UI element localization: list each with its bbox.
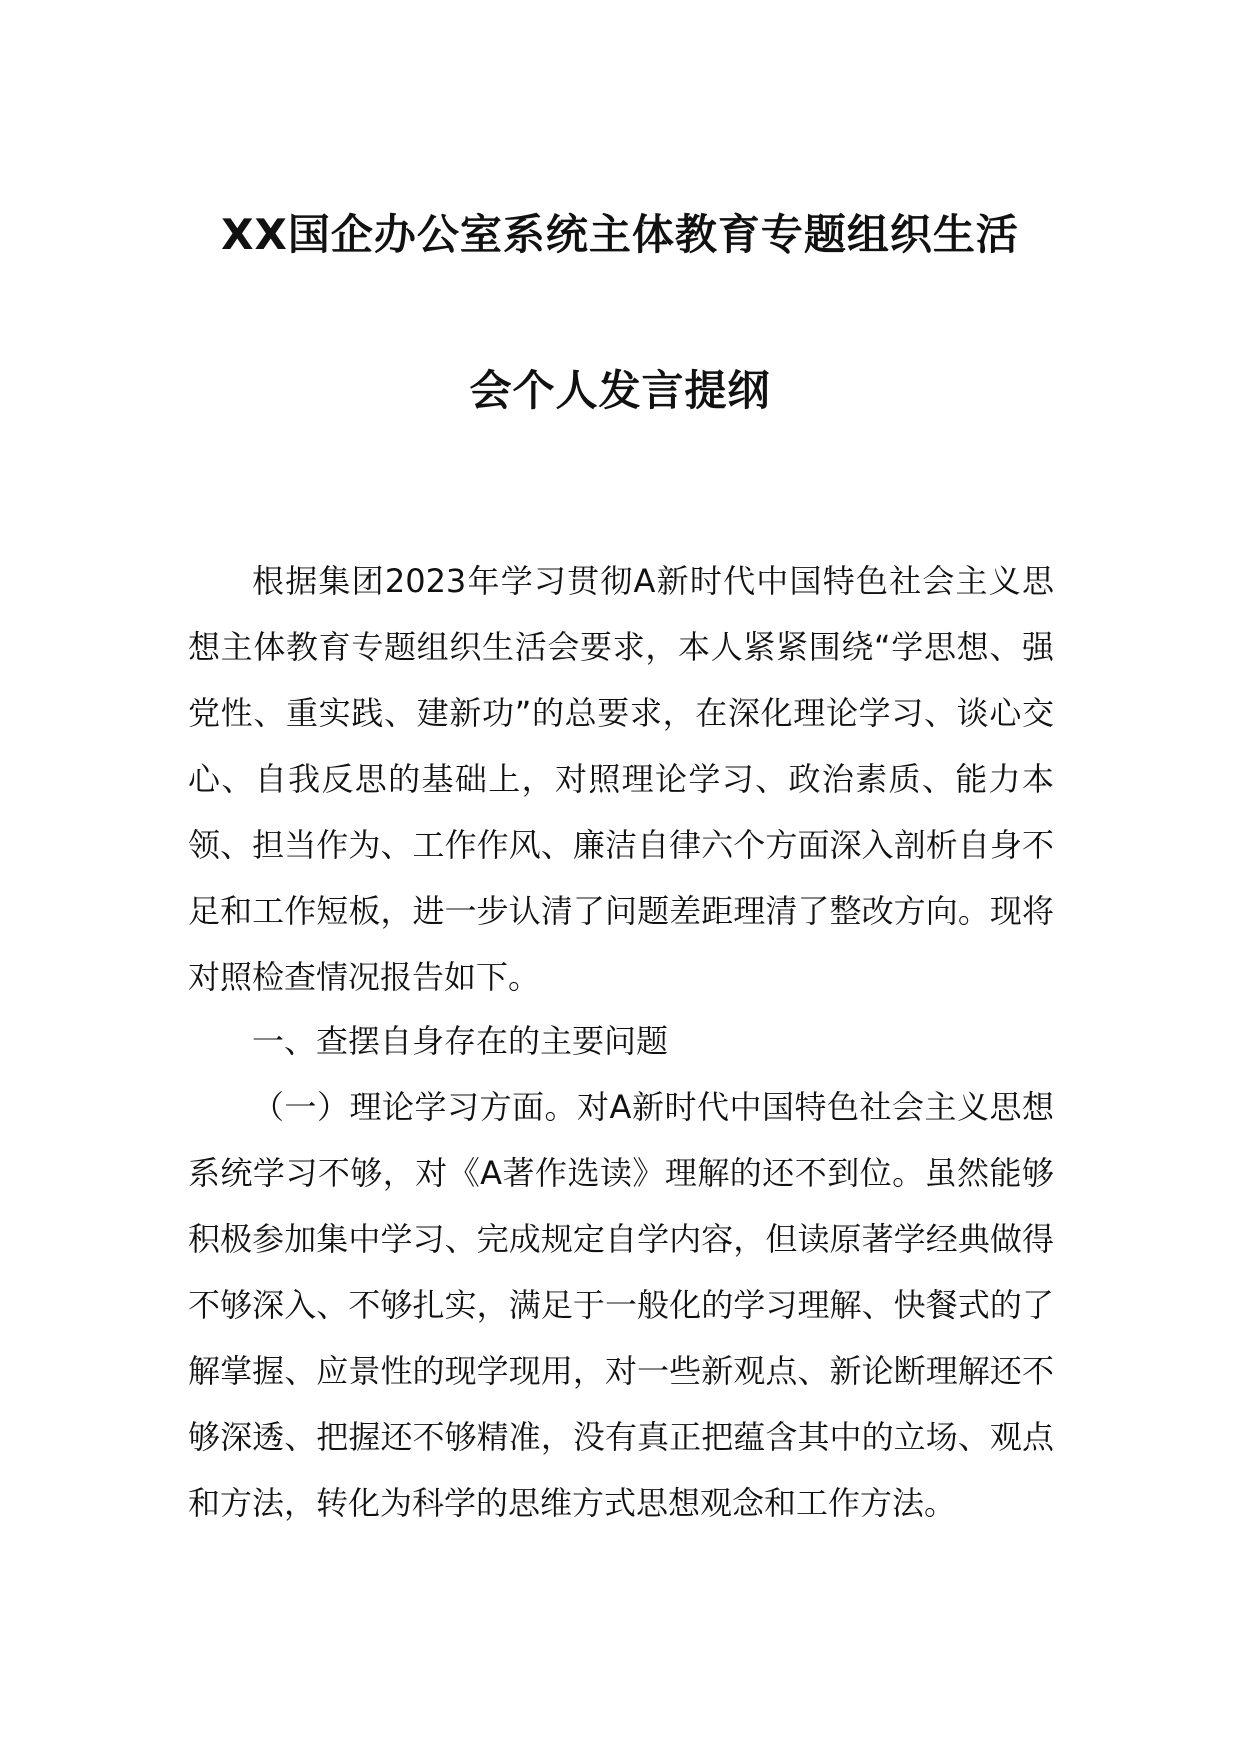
section-heading: 一、查摆自身存在的主要问题 [252,1022,669,1060]
document-title-line-2: 会个人发言提纲 [469,366,771,415]
section-paragraph: （一）理论学习方面。对A新时代中国特色社会主义思想系统学习不够，对《A著作选读》理解的还不到位。虽然能够积极参加集中学习、完成规定自学内容，但读原著学经典做得不够深入、不够扎实，满足于一般化的学习理解、快餐式的了解掌握、应景性的现学现用，对一些新观点、新论断理解还不够深透、把握还不够精准，没有真正把蕴含其中的立场、观点和方法，转化为科学的思维方式思想观念和工作方法。 [188,1088,1054,1522]
document-title-line-1: XX国企办公室系统主体教育专题组织生活 [221,210,1019,259]
intro-paragraph: 根据集团2023年学习贯彻A新时代中国特色社会主义思想主体教育专题组织生活会要求，本人紧紧围绕“学思想、强党性、重实践、建新功”的总要求，在深化理论学习、谈心交心、自我反思的基础上，对照理论学习、政治素质、能力本领、担当作为、工作作风、廉洁自律六个方面深入剖析自身不足和工作短板，进一步认清了问题差距理清了整改方向。现将对照检查情况报告如下。 [188,562,1054,996]
